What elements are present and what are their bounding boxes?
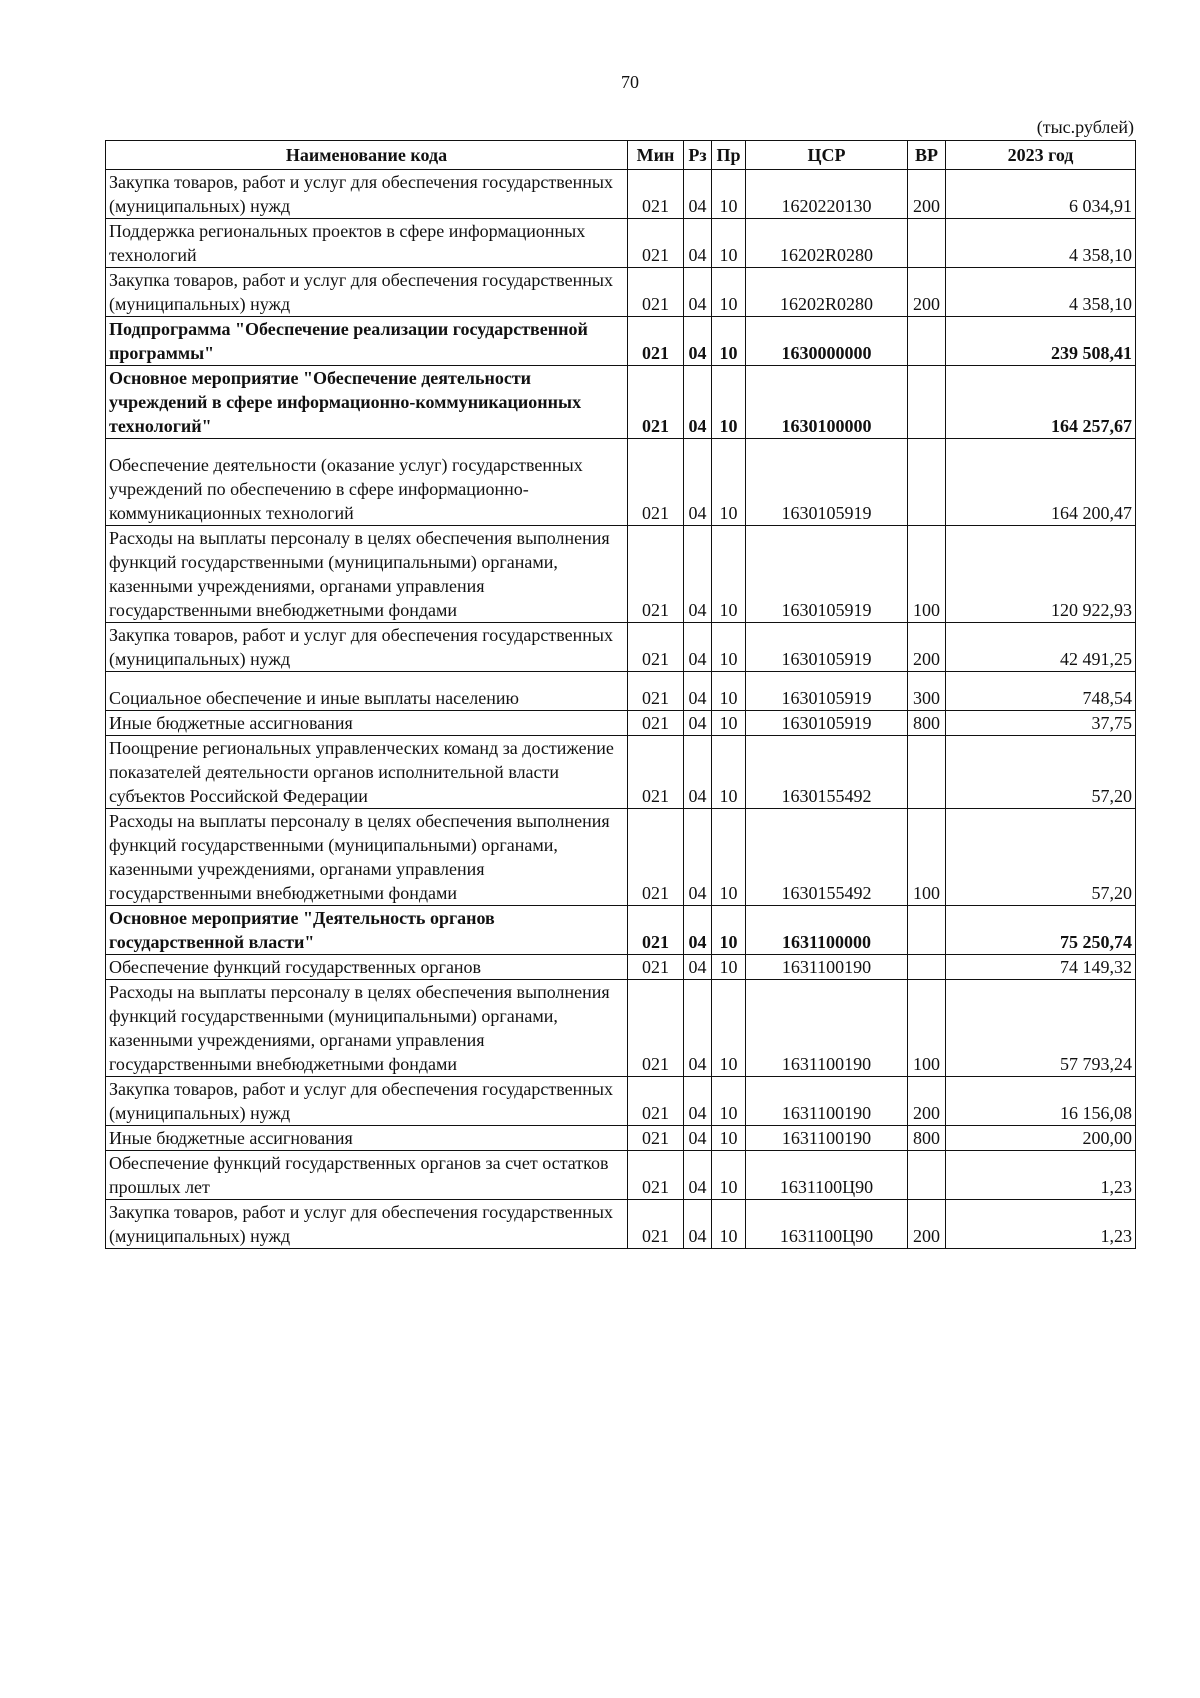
cell-csr: 1630155492 xyxy=(746,809,908,906)
header-sum: 2023 год xyxy=(946,141,1136,170)
cell-name: Расходы на выплаты персоналу в целях обеспечения выполнения функций государственными (муниципальными) органами, казенными учреждениями, органами управления государственными внебюджетными фондами xyxy=(106,809,628,906)
table-row xyxy=(106,317,1136,366)
cell-csr: 16202R0280 xyxy=(746,268,908,317)
cell-csr: 1630105919 xyxy=(746,672,908,711)
table-row xyxy=(106,439,1136,526)
cell-csr: 1630100000 xyxy=(746,366,908,439)
cell-min: 021 xyxy=(628,1200,684,1249)
cell-csr: 1630000000 xyxy=(746,317,908,366)
cell-pr: 10 xyxy=(712,219,746,268)
cell-vr: 300 xyxy=(908,672,946,711)
cell-vr: 100 xyxy=(908,809,946,906)
cell-rz: 04 xyxy=(684,736,712,809)
cell-name: Закупка товаров, работ и услуг для обеспечения государственных (муниципальных) нужд xyxy=(106,623,628,672)
cell-csr: 1630105919 xyxy=(746,711,908,736)
cell-pr: 10 xyxy=(712,526,746,623)
cell-min: 021 xyxy=(628,711,684,736)
cell-sum: 1,23 xyxy=(946,1200,1136,1249)
cell-name: Обеспечение функций государственных органов xyxy=(106,955,628,980)
cell-rz: 04 xyxy=(684,906,712,955)
page-number: 70 xyxy=(621,72,639,92)
cell-rz: 04 xyxy=(684,526,712,623)
table-header-row xyxy=(106,141,1136,170)
cell-name: Закупка товаров, работ и услуг для обеспечения государственных (муниципальных) нужд xyxy=(106,268,628,317)
cell-name: Основное мероприятие "Деятельность органов государственной власти" xyxy=(106,906,628,955)
cell-pr: 10 xyxy=(712,439,746,526)
cell-csr: 1630105919 xyxy=(746,623,908,672)
cell-sum: 4 358,10 xyxy=(946,219,1136,268)
cell-min: 021 xyxy=(628,623,684,672)
cell-pr: 10 xyxy=(712,1126,746,1151)
cell-min: 021 xyxy=(628,1077,684,1126)
cell-name: Обеспечение деятельности (оказание услуг) государственных учреждений по обеспечению в сфере информационно-коммуникационных технологий xyxy=(106,439,628,526)
cell-rz: 04 xyxy=(684,809,712,906)
cell-min: 021 xyxy=(628,980,684,1077)
cell-rz: 04 xyxy=(684,170,712,219)
header-min: Мин xyxy=(628,141,684,170)
cell-vr xyxy=(908,1151,946,1200)
cell-pr: 10 xyxy=(712,1077,746,1126)
cell-name: Иные бюджетные ассигнования xyxy=(106,711,628,736)
cell-rz: 04 xyxy=(684,268,712,317)
cell-vr: 200 xyxy=(908,170,946,219)
cell-csr: 1631100000 xyxy=(746,906,908,955)
table-row xyxy=(106,809,1136,906)
cell-sum: 6 034,91 xyxy=(946,170,1136,219)
cell-min: 021 xyxy=(628,366,684,439)
table-row xyxy=(106,623,1136,672)
cell-csr: 1630105919 xyxy=(746,439,908,526)
cell-pr: 10 xyxy=(712,809,746,906)
cell-sum: 239 508,41 xyxy=(946,317,1136,366)
table-row xyxy=(106,366,1136,439)
table-row xyxy=(106,736,1136,809)
cell-rz: 04 xyxy=(684,1077,712,1126)
cell-sum: 74 149,32 xyxy=(946,955,1136,980)
cell-sum: 42 491,25 xyxy=(946,623,1136,672)
cell-rz: 04 xyxy=(684,317,712,366)
table-row xyxy=(106,906,1136,955)
cell-name: Социальное обеспечение и иные выплаты населению xyxy=(106,672,628,711)
cell-rz: 04 xyxy=(684,623,712,672)
cell-rz: 04 xyxy=(684,955,712,980)
table-row xyxy=(106,711,1136,736)
cell-sum: 120 922,93 xyxy=(946,526,1136,623)
cell-name: Иные бюджетные ассигнования xyxy=(106,1126,628,1151)
cell-pr: 10 xyxy=(712,711,746,736)
cell-csr: 1631100190 xyxy=(746,1126,908,1151)
cell-sum: 75 250,74 xyxy=(946,906,1136,955)
cell-rz: 04 xyxy=(684,711,712,736)
cell-csr: 1631100190 xyxy=(746,1077,908,1126)
cell-vr: 200 xyxy=(908,268,946,317)
table-row xyxy=(106,980,1136,1077)
cell-pr: 10 xyxy=(712,1200,746,1249)
table-row xyxy=(106,1126,1136,1151)
cell-name: Закупка товаров, работ и услуг для обеспечения государственных (муниципальных) нужд xyxy=(106,170,628,219)
cell-name: Основное мероприятие "Обеспечение деятельности учреждений в сфере информационно-коммуникационных технологий" xyxy=(106,366,628,439)
cell-min: 021 xyxy=(628,736,684,809)
cell-sum: 164 257,67 xyxy=(946,366,1136,439)
cell-pr: 10 xyxy=(712,366,746,439)
cell-csr: 16202R0280 xyxy=(746,219,908,268)
cell-min: 021 xyxy=(628,672,684,711)
cell-name: Поддержка региональных проектов в сфере информационных технологий xyxy=(106,219,628,268)
cell-csr: 1630155492 xyxy=(746,736,908,809)
header-pr: Пр xyxy=(712,141,746,170)
table-row xyxy=(106,1151,1136,1200)
cell-vr xyxy=(908,439,946,526)
cell-sum: 748,54 xyxy=(946,672,1136,711)
cell-rz: 04 xyxy=(684,672,712,711)
cell-vr xyxy=(908,906,946,955)
cell-sum: 4 358,10 xyxy=(946,268,1136,317)
cell-vr xyxy=(908,219,946,268)
budget-table xyxy=(105,140,1136,1249)
cell-vr xyxy=(908,955,946,980)
cell-pr: 10 xyxy=(712,623,746,672)
table-row xyxy=(106,955,1136,980)
cell-min: 021 xyxy=(628,219,684,268)
cell-rz: 04 xyxy=(684,1200,712,1249)
cell-name: Поощрение региональных управленческих команд за достижение показателей деятельности органов исполнительной власти субъектов Российской Федерации xyxy=(106,736,628,809)
cell-pr: 10 xyxy=(712,317,746,366)
cell-min: 021 xyxy=(628,906,684,955)
cell-rz: 04 xyxy=(684,1126,712,1151)
cell-sum: 16 156,08 xyxy=(946,1077,1136,1126)
cell-vr: 800 xyxy=(908,1126,946,1151)
table-row xyxy=(106,170,1136,219)
cell-sum: 57 793,24 xyxy=(946,980,1136,1077)
cell-pr: 10 xyxy=(712,906,746,955)
cell-sum: 37,75 xyxy=(946,711,1136,736)
header-vr: ВР xyxy=(908,141,946,170)
cell-vr: 100 xyxy=(908,980,946,1077)
cell-name: Расходы на выплаты персоналу в целях обеспечения выполнения функций государственными (муниципальными) органами, казенными учреждениями, органами управления государственными внебюджетными фондами xyxy=(106,980,628,1077)
cell-rz: 04 xyxy=(684,439,712,526)
cell-pr: 10 xyxy=(712,268,746,317)
cell-name: Закупка товаров, работ и услуг для обеспечения государственных (муниципальных) нужд xyxy=(106,1200,628,1249)
cell-pr: 10 xyxy=(712,955,746,980)
table-row xyxy=(106,672,1136,711)
cell-pr: 10 xyxy=(712,672,746,711)
table-row xyxy=(106,1200,1136,1249)
cell-vr: 200 xyxy=(908,623,946,672)
cell-vr: 800 xyxy=(908,711,946,736)
cell-sum: 1,23 xyxy=(946,1151,1136,1200)
table-row xyxy=(106,1077,1136,1126)
header-rz: Рз xyxy=(684,141,712,170)
cell-min: 021 xyxy=(628,317,684,366)
cell-name: Расходы на выплаты персоналу в целях обеспечения выполнения функций государственными (муниципальными) органами, казенными учреждениями, органами управления государственными внебюджетными фондами xyxy=(106,526,628,623)
table-row xyxy=(106,268,1136,317)
cell-sum: 164 200,47 xyxy=(946,439,1136,526)
cell-min: 021 xyxy=(628,439,684,526)
cell-vr xyxy=(908,366,946,439)
header-name: Наименование кода xyxy=(106,141,628,170)
cell-sum: 57,20 xyxy=(946,809,1136,906)
cell-pr: 10 xyxy=(712,170,746,219)
cell-rz: 04 xyxy=(684,219,712,268)
cell-csr: 1631100190 xyxy=(746,980,908,1077)
cell-min: 021 xyxy=(628,170,684,219)
cell-csr: 1631100190 xyxy=(746,955,908,980)
cell-vr: 200 xyxy=(908,1077,946,1126)
table-row xyxy=(106,219,1136,268)
cell-rz: 04 xyxy=(684,980,712,1077)
cell-csr: 1620220130 xyxy=(746,170,908,219)
cell-vr xyxy=(908,317,946,366)
table-row xyxy=(106,526,1136,623)
cell-csr: 1631100Ц90 xyxy=(746,1200,908,1249)
cell-csr: 1630105919 xyxy=(746,526,908,623)
cell-min: 021 xyxy=(628,1151,684,1200)
cell-name: Подпрограмма "Обеспечение реализации государственной программы" xyxy=(106,317,628,366)
cell-min: 021 xyxy=(628,1126,684,1151)
cell-name: Закупка товаров, работ и услуг для обеспечения государственных (муниципальных) нужд xyxy=(106,1077,628,1126)
cell-csr: 1631100Ц90 xyxy=(746,1151,908,1200)
cell-pr: 10 xyxy=(712,736,746,809)
cell-sum: 200,00 xyxy=(946,1126,1136,1151)
cell-sum: 57,20 xyxy=(946,736,1136,809)
table-body xyxy=(106,170,1136,1249)
cell-min: 021 xyxy=(628,809,684,906)
cell-min: 021 xyxy=(628,268,684,317)
cell-min: 021 xyxy=(628,526,684,623)
cell-min: 021 xyxy=(628,955,684,980)
cell-pr: 10 xyxy=(712,1151,746,1200)
cell-name: Обеспечение функций государственных органов за счет остатков прошлых лет xyxy=(106,1151,628,1200)
cell-vr: 200 xyxy=(908,1200,946,1249)
header-csr: ЦСР xyxy=(746,141,908,170)
units-label: (тыс.рублей) xyxy=(1036,117,1134,137)
cell-rz: 04 xyxy=(684,366,712,439)
cell-rz: 04 xyxy=(684,1151,712,1200)
cell-vr xyxy=(908,736,946,809)
cell-pr: 10 xyxy=(712,980,746,1077)
cell-vr: 100 xyxy=(908,526,946,623)
